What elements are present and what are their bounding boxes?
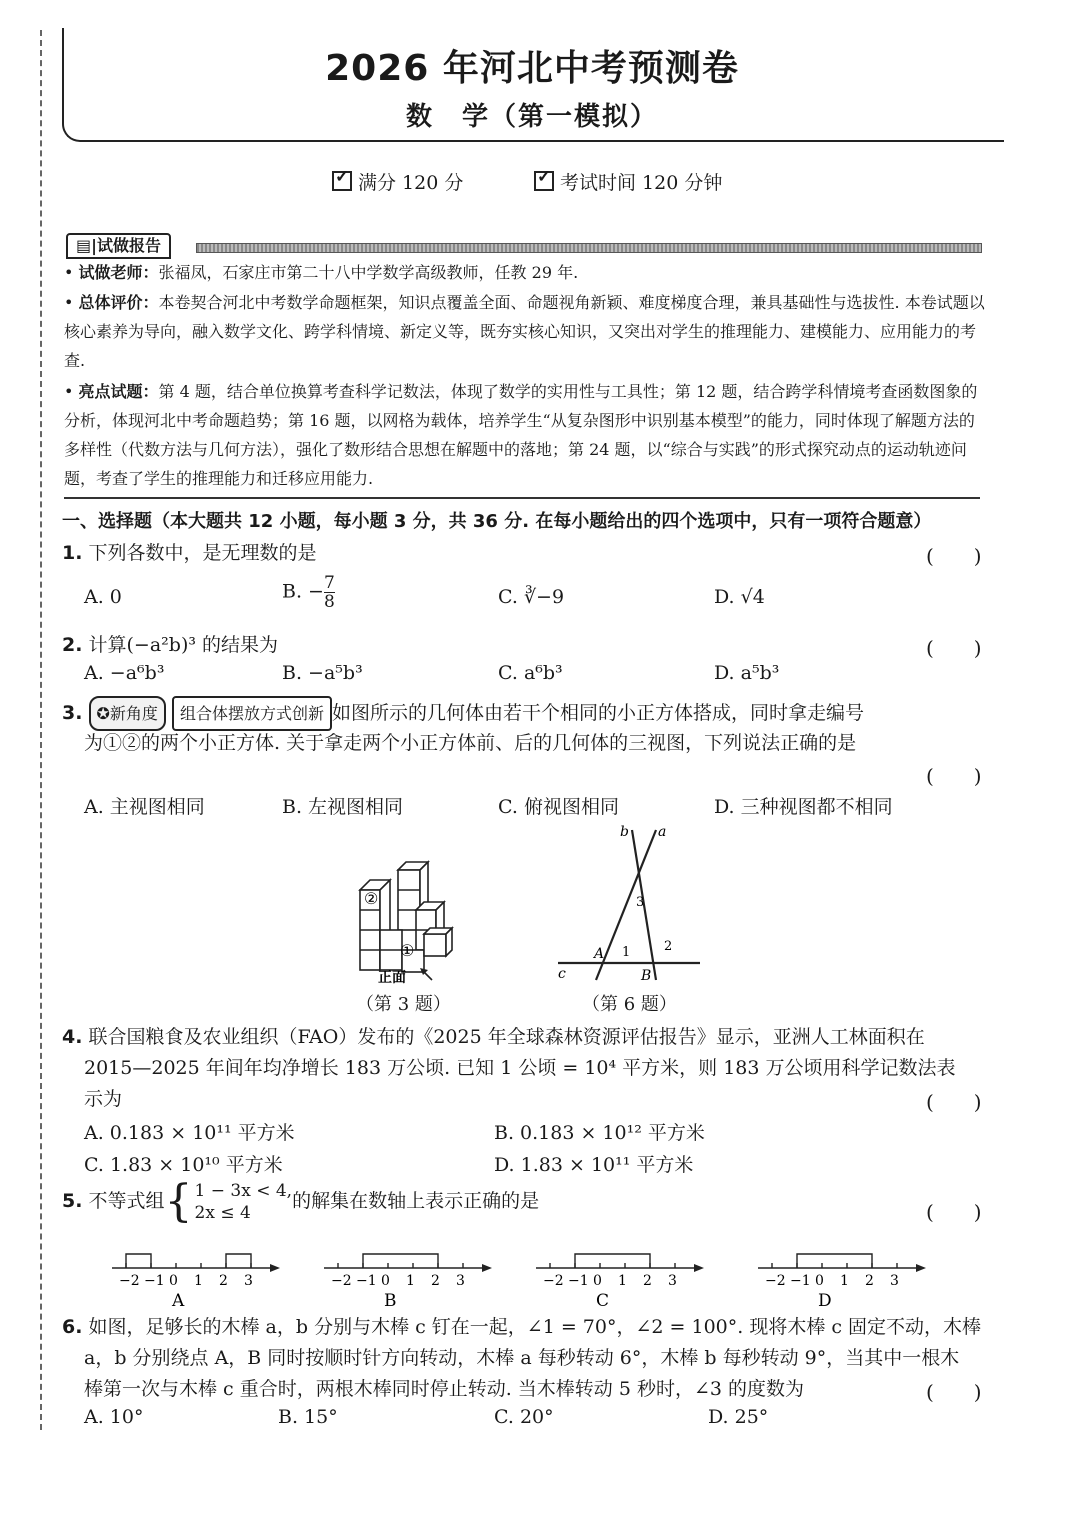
number-line-tick-label: 2 bbox=[431, 1273, 440, 1289]
q1-option-a: A. 0 bbox=[84, 586, 122, 608]
number-line-tick-label: −2 bbox=[331, 1273, 352, 1289]
number-line-tick-label: −1 bbox=[144, 1273, 165, 1289]
question-4-line3: 示为 bbox=[84, 1088, 123, 1110]
number-line-tick-label: 3 bbox=[456, 1273, 465, 1289]
cube-mark-1: ① bbox=[400, 941, 415, 960]
q4-option-d: D. 1.83 × 10¹¹ 平方米 bbox=[494, 1154, 694, 1176]
answer-paren-3: ( ) bbox=[926, 764, 982, 788]
q3-option-a: A. 主视图相同 bbox=[84, 796, 205, 818]
answer-paren-4: ( ) bbox=[926, 1090, 982, 1114]
question-4: 4. 联合国粮食及农业组织（FAO）发布的《2025 年全球森林资源评估报告》显示，亚洲人工林面积在 bbox=[62, 1026, 925, 1048]
q1-option-c: C. ∛−9 bbox=[498, 586, 565, 608]
front-label: 正面 bbox=[378, 970, 406, 986]
number-line-tick-label: 2 bbox=[219, 1273, 228, 1289]
figure-3-caption: （第 3 题） bbox=[356, 994, 451, 1015]
number-line-tick-label: 1 bbox=[840, 1273, 849, 1289]
solution-region bbox=[363, 1254, 438, 1268]
number-line-tick-label: 0 bbox=[815, 1273, 824, 1289]
cube-mark-2: ② bbox=[364, 889, 379, 908]
label-angle-3: 3 bbox=[636, 895, 645, 910]
q1-option-d: D. √4 bbox=[714, 586, 765, 608]
topic-tag: 组合体摆放方式创新 bbox=[172, 696, 332, 731]
question-6-line3: 棒第一次与木棒 c 重合时，两根木棒同时停止转动. 当木棒转动 5 秒时，∠3 的度数为 bbox=[84, 1378, 805, 1400]
new-angle-tag: ✪新角度 bbox=[89, 696, 166, 731]
question-5: 5. 不等式组{ 1 − 3x < 4, 2x ≤ 4 的解集在数轴上表示正确的是 bbox=[62, 1176, 540, 1227]
number-line-arrow-icon bbox=[694, 1264, 704, 1272]
label-c: c bbox=[558, 966, 566, 982]
number-line-option-label: C bbox=[596, 1291, 610, 1311]
binding-dash-line bbox=[40, 30, 42, 1430]
label-point-a: A bbox=[594, 946, 605, 962]
report-bar-decoration bbox=[196, 243, 982, 253]
q6-option-b: B. 15° bbox=[278, 1406, 338, 1428]
solution-region bbox=[226, 1254, 251, 1268]
solution-region bbox=[797, 1254, 872, 1268]
report-teacher: • 试做老师：张福凤，石家庄市第二十八中学数学高级教师，任教 29 年. bbox=[64, 263, 579, 282]
number-line-option-label: B bbox=[384, 1291, 397, 1311]
q2-option-d: D. a⁵b³ bbox=[714, 662, 780, 684]
checkbox-icon bbox=[332, 171, 352, 191]
label-a: a bbox=[658, 824, 667, 840]
brace-icon: { bbox=[164, 1176, 193, 1227]
number-line-tick-label: −1 bbox=[568, 1273, 589, 1289]
label-b: b bbox=[620, 824, 629, 840]
q1-option-b: B. − $\frac{7}{8}$ bbox=[282, 573, 335, 612]
divider bbox=[64, 497, 980, 499]
solution-region bbox=[126, 1254, 151, 1268]
question-4-line2: 2015—2025 年间年均净增长 183 万公顷. 已知 1 公顷 = 10⁴ 平方米，则 183 万公顷用科学记数法表 bbox=[84, 1057, 956, 1079]
question-3: 3. ✪新角度 组合体摆放方式创新 如图所示的几何体由若干个相同的小正方体搭成，同时拿走编号 bbox=[62, 696, 992, 731]
question-6-line2: a，b 分别绕点 A，B 同时按顺时针方向转动，木棒 a 每秒转动 6°，木棒 b 每秒转动 9°，当其中一根木 bbox=[84, 1347, 960, 1369]
q5-number-lines bbox=[112, 1240, 942, 1312]
q3-option-c: C. 俯视图相同 bbox=[498, 796, 619, 818]
question-3-line2: 为①②的两个小正方体. 关于拿走两个小正方体前、后的几何体的三视图，下列说法正确的是 bbox=[84, 732, 857, 754]
answer-paren-5: ( ) bbox=[926, 1200, 982, 1224]
number-line-tick-label: 3 bbox=[668, 1273, 677, 1289]
number-line-tick-label: 0 bbox=[381, 1273, 390, 1289]
number-line-arrow-icon bbox=[482, 1264, 492, 1272]
q6-option-a: A. 10° bbox=[84, 1406, 144, 1428]
solution-region bbox=[575, 1254, 650, 1268]
figure-6-sticks bbox=[552, 822, 708, 988]
number-line-arrow-icon bbox=[270, 1264, 280, 1272]
number-line-tick-label: 3 bbox=[244, 1273, 253, 1289]
number-line-tick-label: 0 bbox=[169, 1273, 178, 1289]
number-line-tick-label: −1 bbox=[790, 1273, 811, 1289]
number-line-tick-label: 1 bbox=[194, 1273, 203, 1289]
checkbox-icon bbox=[534, 171, 554, 191]
number-line-option-label: A bbox=[172, 1291, 185, 1311]
report-tab: ▤|试做报告 bbox=[66, 233, 171, 259]
question-6: 6. 如图，足够长的木棒 a，b 分别与木棒 c 钉在一起，∠1 = 70°，∠2 = 100°. 现将木棒 c 固定不动，木棒 bbox=[62, 1316, 982, 1338]
q6-option-c: C. 20° bbox=[494, 1406, 554, 1428]
label-angle-1: 1 bbox=[622, 945, 631, 960]
q4-option-c: C. 1.83 × 10¹⁰ 平方米 bbox=[84, 1154, 283, 1176]
report-highlight: • 亮点试题：第 4 题，结合单位换算考查科学记数法，体现了数学的实用性与工具性；第 12 题，结合跨学科情境考查函数图象的分析，体现河北中考命题趋势；第 16 题，以网格为载体，培养学生“从复杂图形中识别基本模型”的能力，同时体现了解题方法的多样性（代数方法与几何方法），强化了数形结合思想在解题中的落地；第 24 题，以“综合与实践”的形式探究动点的运动轨迹问题，考查了学生的推理能力和迁移应用能力. bbox=[64, 382, 978, 488]
number-line-tick-label: −2 bbox=[119, 1273, 140, 1289]
number-line-tick-label: 3 bbox=[890, 1273, 899, 1289]
answer-paren-2: ( ) bbox=[926, 636, 982, 660]
question-1: 1. 下列各数中，是无理数的是 bbox=[62, 542, 317, 564]
full-score: ✓满分 120 分 bbox=[332, 168, 463, 195]
label-angle-2: 2 bbox=[664, 939, 673, 954]
q4-option-a: A. 0.183 × 10¹¹ 平方米 bbox=[84, 1122, 295, 1144]
figure-6-caption: （第 6 题） bbox=[582, 994, 677, 1015]
report-overall: • 总体评价：本卷契合河北中考数学命题框架，知识点覆盖全面、命题视角新颖、难度梯度合理，兼具基础性与选拔性. 本卷试题以核心素养为导向，融入数学文化、跨学科情境、新定义等，既夯实核心知识，又突出对学生的推理能力、建模能力、应用能力的考查. bbox=[64, 293, 985, 370]
number-line-tick-label: 1 bbox=[406, 1273, 415, 1289]
q4-option-b: B. 0.183 × 10¹² 平方米 bbox=[494, 1122, 705, 1144]
number-line-tick-label: 1 bbox=[618, 1273, 627, 1289]
question-2: 2. 计算(−a²b)³ 的结果为 bbox=[62, 634, 279, 656]
label-point-b: B bbox=[641, 968, 652, 984]
answer-paren-6: ( ) bbox=[926, 1380, 982, 1404]
number-line-tick-label: −1 bbox=[356, 1273, 377, 1289]
q2-option-c: C. a⁶b³ bbox=[498, 662, 563, 684]
figure-3-cubes bbox=[340, 850, 470, 990]
answer-paren-1: ( ) bbox=[926, 544, 982, 568]
number-line-arrow-icon bbox=[916, 1264, 926, 1272]
q3-option-b: B. 左视图相同 bbox=[282, 796, 404, 818]
number-line-tick-label: −2 bbox=[765, 1273, 786, 1289]
page-subtitle: 数 学（第一模拟） bbox=[405, 102, 658, 132]
q3-option-d: D. 三种视图都不相同 bbox=[714, 796, 893, 818]
number-line-tick-label: 2 bbox=[643, 1273, 652, 1289]
exam-time: ✓ 考试时间 120 分钟 bbox=[534, 168, 722, 195]
section-heading: 一、选择题（本大题共 12 小题，每小题 3 分，共 36 分. 在每小题给出的四个选项中，只有一项符合题意） bbox=[62, 511, 932, 532]
page-title: 2026 年河北中考预测卷 bbox=[325, 48, 739, 89]
number-line-option-label: D bbox=[818, 1291, 832, 1311]
number-line-tick-label: −2 bbox=[543, 1273, 564, 1289]
number-line-tick-label: 0 bbox=[593, 1273, 602, 1289]
q2-option-b: B. −a⁵b³ bbox=[282, 662, 363, 684]
number-line-tick-label: 2 bbox=[865, 1273, 874, 1289]
q2-option-a: A. −a⁶b³ bbox=[84, 662, 165, 684]
q6-option-d: D. 25° bbox=[708, 1406, 769, 1428]
